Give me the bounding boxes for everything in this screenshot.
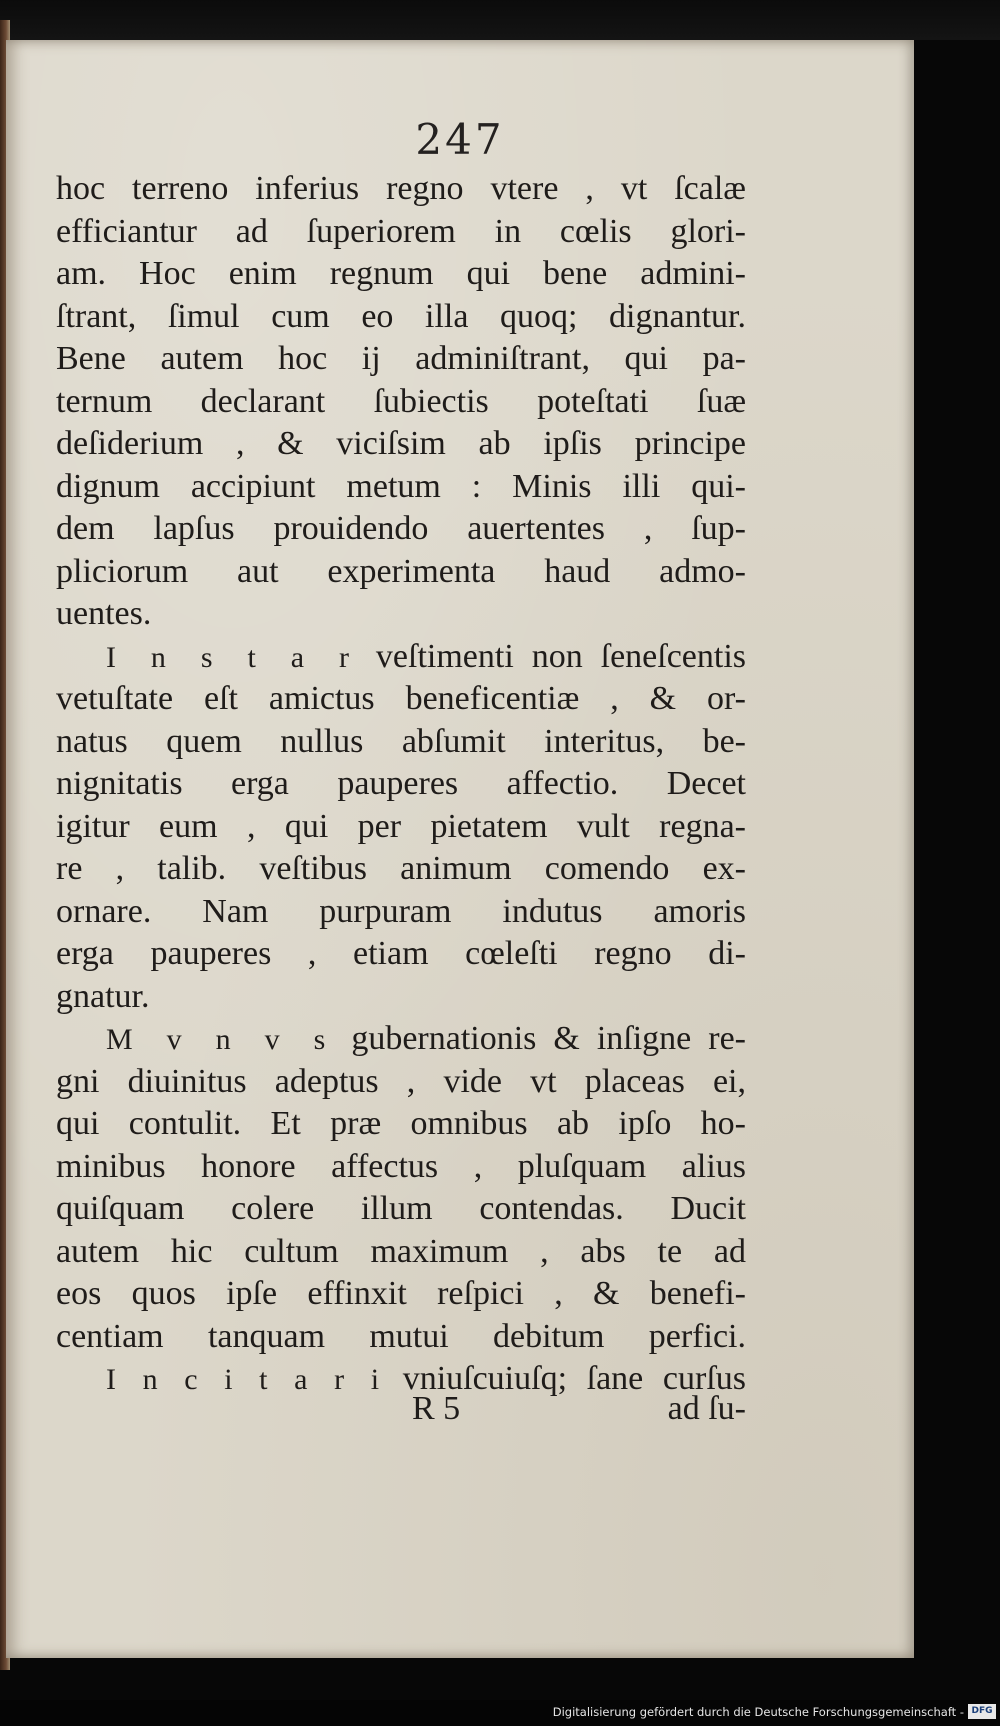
- text-line: ſtrant, ſimul cum eo illa quoq; dignantur.: [56, 297, 746, 335]
- paragraph-first-text: vniuſcuiuſq; ſane curſus: [402, 1360, 746, 1397]
- text-line: nignitatis erga pauperes affectio. Decet: [56, 765, 746, 802]
- text-line: eos quos ipſe effinxit reſpici , & benefi-: [56, 1275, 746, 1312]
- paragraph-start: [56, 636, 746, 679]
- signature-catchword-line: [56, 1390, 746, 1434]
- paragraph-lead-caps: I n c i t a r i: [106, 1363, 384, 1396]
- text-line: erga pauperes , etiam cœleſti regno di-: [56, 935, 746, 972]
- text-line: dem lapſus prouidendo auertentes , ſup-: [56, 510, 746, 547]
- text-line: ternum declarant ſubiectis poteſtati ſuæ: [56, 382, 746, 420]
- scanner-top-strip: [0, 0, 1000, 40]
- text-line: centiam tanquam mutui debitum perfici.: [56, 1317, 746, 1355]
- catchword: ad ſu-: [667, 1390, 746, 1427]
- dfg-logo-icon: DFG: [968, 1704, 996, 1719]
- book-page: [6, 40, 914, 1658]
- text-line: quiſquam colere illum contendas. Ducit: [56, 1190, 746, 1227]
- text-line: pliciorum aut experimenta haud admo-: [56, 552, 746, 590]
- text-line: vetuſtate eſt amictus beneficentiæ , & or-: [56, 680, 746, 717]
- page-number: 247: [415, 115, 505, 164]
- signature-mark: R 5: [412, 1390, 461, 1427]
- text-line: Bene autem hoc ij adminiſtrant, qui pa-: [56, 340, 746, 377]
- text-line: uentes.: [56, 595, 152, 632]
- text-line: autem hic cultum maximum , abs te ad: [56, 1232, 746, 1270]
- paragraph-first-text: gubernationis & inſigne re-: [351, 1020, 746, 1057]
- paragraph-lead-caps: I n s t a r: [106, 640, 358, 674]
- text-line: deſiderium , & viciſsim ab ipſis principe: [56, 425, 746, 462]
- text-line: qui contulit. Et præ omnibus ab ipſo ho-: [56, 1105, 746, 1142]
- text-line: dignum accipiunt metum : Minis illi qui-: [56, 467, 746, 505]
- text-line: hoc terreno inferius regno vtere , vt ſcalæ: [56, 170, 746, 207]
- funding-notice: Digitalisierung gefördert durch die Deutsche Forschungsgemeinschaft -: [552, 1705, 964, 1719]
- text-line: igitur eum , qui per pietatem vult regna-: [56, 807, 746, 845]
- text-block: [56, 168, 746, 1401]
- text-line: gni diuinitus adeptus , vide vt placeas ei,: [56, 1062, 746, 1100]
- paragraph-first-text: veſtimenti non ſeneſcentis: [375, 637, 747, 675]
- text-line: minibus honore affectus , pluſquam alius: [56, 1147, 746, 1185]
- paragraph-start: [56, 1018, 746, 1061]
- text-line: gnatur.: [56, 977, 150, 1015]
- text-line: re , talib. veſtibus animum comendo ex-: [56, 850, 746, 887]
- paragraph-lead-caps: M v n v s: [106, 1023, 335, 1056]
- text-line: ornare. Nam purpuram indutus amoris: [56, 892, 746, 930]
- text-line: efficiantur ad ſuperiorem in cœlis glori-: [56, 212, 746, 250]
- text-line: am. Hoc enim regnum qui bene admini-: [56, 255, 746, 292]
- text-line: natus quem nullus abſumit interitus, be-: [56, 722, 746, 760]
